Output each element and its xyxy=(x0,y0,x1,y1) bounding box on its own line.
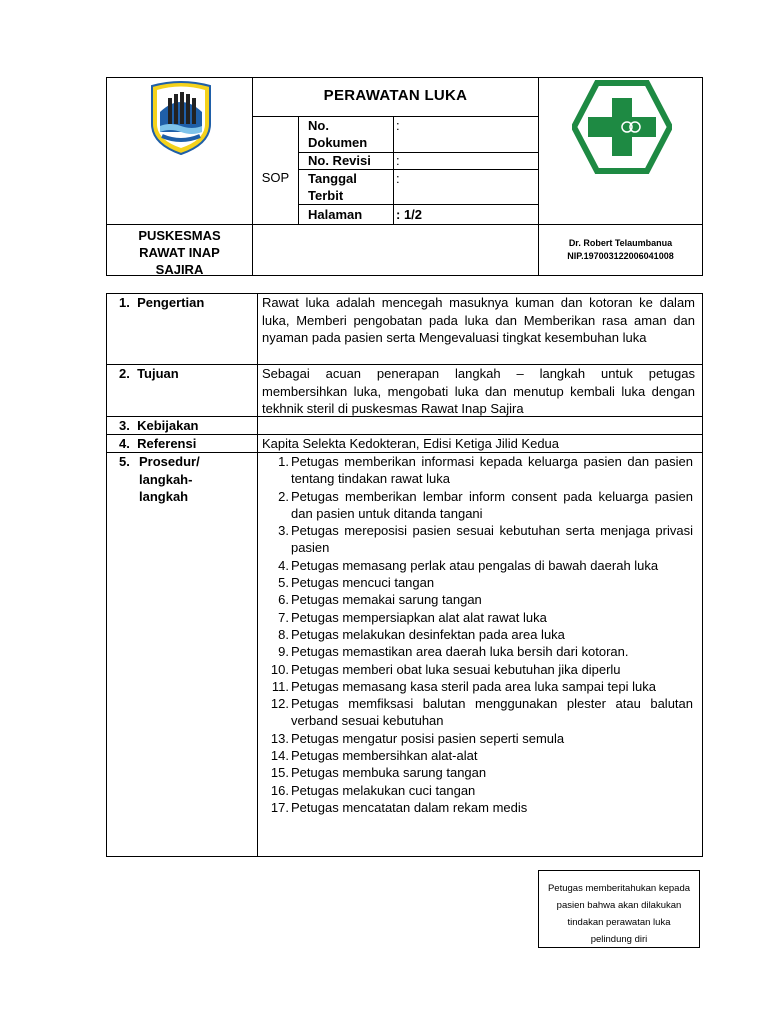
step-item xyxy=(268,782,693,799)
row-number: 2. xyxy=(119,366,130,381)
row-label-tujuan xyxy=(119,365,179,383)
row-label-kebijakan xyxy=(119,417,199,435)
signatory-name: Dr. Robert Telaumbanua xyxy=(568,238,673,248)
step-text: Petugas memakai sarung tangan xyxy=(291,592,482,608)
row-label-prosedur xyxy=(119,453,200,504)
row-label-text: Tujuan xyxy=(137,366,179,381)
step-number: 17. xyxy=(270,799,289,815)
row-number: 4. xyxy=(119,436,130,451)
row-label-text: Kebijakan xyxy=(137,418,199,433)
field-value-tanggal-terbit: : xyxy=(396,171,400,186)
step-number: 15. xyxy=(270,765,289,781)
step-item xyxy=(268,626,693,643)
step-text: Petugas membuka sarung tangan xyxy=(291,765,487,781)
step-number: 4. xyxy=(278,557,289,573)
step-item xyxy=(268,678,693,695)
sop-label: SOP xyxy=(261,170,290,185)
field-label-tanggal-terbit xyxy=(308,170,357,204)
step-number: 2. xyxy=(278,488,289,504)
step-item xyxy=(268,747,693,764)
step-item xyxy=(268,522,693,557)
step-text: Petugas memastikan area daerah luka bersih dari kotoran. xyxy=(291,644,629,660)
step-text: Petugas mencuci tangan xyxy=(291,575,435,591)
row-label-pengertian xyxy=(119,294,204,312)
step-text: Petugas membersihkan alat-alat xyxy=(291,748,478,764)
step-text: Petugas melakukan cuci tangan xyxy=(291,782,476,798)
step-number: 8. xyxy=(278,626,289,642)
signatory-nip: NIP.197003122006041008 xyxy=(567,251,674,261)
step-item xyxy=(268,730,693,747)
field-label-halaman: Halaman xyxy=(308,207,363,222)
field-value-halaman: : 1/2 xyxy=(396,207,423,222)
field-value-no-dokumen: : xyxy=(396,118,400,133)
org-name xyxy=(107,225,252,278)
note-line: pasien bahwa akan dilakukan xyxy=(556,900,682,911)
step-item xyxy=(268,591,693,608)
step-text: Petugas mempersiapkan alat alat rawat luka xyxy=(291,609,547,625)
row-label-line: Prosedur/ xyxy=(139,454,200,469)
step-number: 12. xyxy=(270,696,289,712)
referensi-text: Kapita Selekta Kedokteran, Edisi Ketiga Jilid Kedua xyxy=(262,436,560,451)
step-number: 9. xyxy=(278,644,289,660)
side-note xyxy=(538,870,700,948)
row-number: 5. xyxy=(119,454,130,469)
field-label-no-revisi: No. Revisi xyxy=(308,153,371,168)
step-item xyxy=(268,574,693,591)
step-text: Petugas memberi obat luka sesuai kebutuhan jika diperlu xyxy=(291,661,621,677)
step-text: Petugas memberikan lembar inform consent pada keluarga pasien dan pasien untuk ditanda tangani xyxy=(291,488,693,521)
regency-logo xyxy=(146,80,216,156)
step-number: 5. xyxy=(278,575,289,591)
step-item xyxy=(268,695,693,730)
step-text: Petugas mereposisi pasien sesuai kebutuhan serta menjaga privasi pasien xyxy=(291,523,693,556)
field-label-line: Tanggal xyxy=(308,171,357,186)
org-name-line: RAWAT INAP xyxy=(139,245,220,260)
step-text: Petugas melakukan desinfektan pada area luka xyxy=(291,626,565,642)
step-text: Petugas mengatur posisi pasien seperti semula xyxy=(291,730,565,746)
document-title: PERAWATAN LUKA xyxy=(323,87,468,104)
step-number: 13. xyxy=(270,730,289,746)
step-number: 10. xyxy=(270,661,289,677)
row-label-referensi xyxy=(119,435,196,453)
puskesmas-cross-icon xyxy=(572,80,672,174)
step-number: 11. xyxy=(271,678,289,694)
step-item xyxy=(268,557,693,574)
step-text: Petugas memfiksasi balutan menggunakan plester atau balutan verband sesuai kebutuhan xyxy=(291,696,693,729)
note-line: tindakan perawatan luka xyxy=(567,917,671,928)
step-text: Petugas mencatatan dalam rekam medis xyxy=(291,799,528,815)
pengertian-text: Rawat luka adalah mencegah masuknya kuman dan kotoran ke dalam luka, Memberi pengobatan pada luka dan Memberikan rasa aman dan nyaman pada pasien serta Mengevaluasi tingkat kesembuhan luka xyxy=(262,295,695,345)
row-label-text: Referensi xyxy=(137,436,197,451)
step-item xyxy=(268,609,693,626)
row-label-line: langkah- xyxy=(139,471,193,487)
step-item xyxy=(268,488,693,523)
regency-emblem-icon xyxy=(146,80,216,156)
procedure-steps xyxy=(268,453,693,816)
step-item xyxy=(268,643,693,660)
field-value-no-revisi: : xyxy=(396,153,400,168)
org-name-line: PUSKESMAS xyxy=(138,228,221,243)
step-number: 16. xyxy=(270,782,289,798)
note-line: pelindung diri xyxy=(590,934,648,945)
field-label-no-dokumen xyxy=(308,117,367,151)
row-label-line: langkah xyxy=(139,489,189,504)
step-text: Petugas memberikan informasi kepada keluarga pasien dan pasien tentang tindakan rawat luka xyxy=(291,454,693,487)
step-number: 6. xyxy=(278,592,289,608)
step-text: Petugas memasang perlak atau pengalas di bawah daerah luka xyxy=(291,557,659,573)
row-number: 3. xyxy=(119,418,130,433)
step-text: Petugas memasang kasa steril pada area luka sampai tepi luka xyxy=(291,678,656,694)
step-item xyxy=(268,799,693,816)
note-line: Petugas memberitahukan kepada xyxy=(547,883,691,894)
row-label-text: Pengertian xyxy=(137,295,205,310)
tujuan-text: Sebagai acuan penerapan langkah – langkah untuk petugas membersihkan luka, mengobati luka dan menutup kembali luka dengan tekhnik steril di puskesmas Rawat Inap Sajira xyxy=(262,366,695,416)
step-number: 14. xyxy=(270,748,289,764)
step-number: 7. xyxy=(278,609,289,625)
step-number: 3. xyxy=(278,523,289,539)
step-item xyxy=(268,453,693,488)
field-label-line: No. xyxy=(308,118,329,133)
step-item xyxy=(268,764,693,781)
step-item xyxy=(268,661,693,678)
org-name-line: SAJIRA xyxy=(155,262,204,277)
field-label-line: Dokumen xyxy=(308,135,368,150)
puskesmas-logo xyxy=(572,80,672,174)
step-number: 1. xyxy=(278,454,289,469)
field-label-line: Terbit xyxy=(308,188,344,203)
row-number: 1. xyxy=(119,295,130,310)
